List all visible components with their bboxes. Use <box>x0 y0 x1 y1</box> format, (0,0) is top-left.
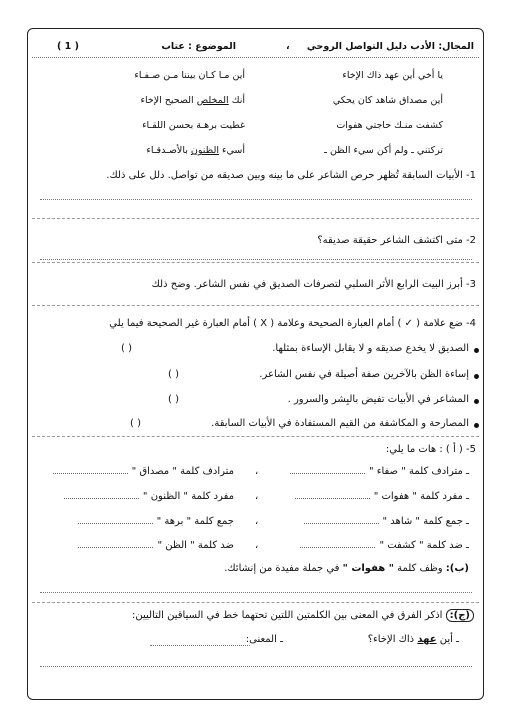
question-1: 1- الأبيات السابقة تُظهر حرص الشاعر على ما بينه وبين صديقه من تواصل. دلل على ذلك. <box>106 170 476 181</box>
poem-line-4-left: أسيء الظنون بالأصـدقـاء <box>146 145 245 156</box>
separator-4 <box>32 436 479 437</box>
meaning-answer-line[interactable] <box>150 645 250 646</box>
topic-label: الموضوع : عتاب <box>161 41 236 52</box>
domain-label: المجال: الأدب دليل التواصل الروحي <box>306 41 474 52</box>
answer-line-2[interactable] <box>40 259 472 260</box>
q5-answer-line[interactable] <box>78 547 153 548</box>
answer-line-c[interactable] <box>40 666 472 667</box>
poem-line-4-right: تركتني ـ ولم أكن سيء الظن ـ <box>324 145 443 156</box>
q5-answer-line[interactable] <box>53 473 128 474</box>
q5-answer-line[interactable] <box>64 498 139 499</box>
separator-1 <box>32 218 479 219</box>
bullet-1 <box>474 348 479 353</box>
underlined-word-ahd: عهد <box>417 634 437 645</box>
separator-3 <box>32 305 479 306</box>
poem-line-2-left: أنك المخلص الصحيح الإخاء <box>140 95 245 106</box>
statement-4: المصارحة و المكاشفة من القيم المستفادة في الأبيات السابقة. <box>211 418 469 429</box>
q5-row2-right: ـ مفرد كلمة " هفوات " <box>291 491 469 502</box>
question-4-title: 4- ضع علامة ( ✓ ) أمام العبارة الصحيحة وعلامة ( X ) أمام العبارة غير الصحيحة فيما يلي <box>109 318 476 329</box>
underlined-word-mukhlis: المخلص <box>196 95 229 106</box>
q5-row3-comma: ، <box>255 516 259 527</box>
poem-line-1-left: أين مـا كـان بيننا مـن صـفـاء <box>134 70 245 81</box>
q5-row2-left: مفرد كلمة " الظنون " <box>60 491 234 502</box>
q5-row4-comma: ، <box>255 540 259 551</box>
q5-part-b: (ب): وظف كلمة " هفوات " في جملة مفيدة من إنشائك. <box>224 563 469 574</box>
answer-line-1[interactable] <box>40 199 472 200</box>
q5-answer-line[interactable] <box>290 473 365 474</box>
poem-line-1-right: يا أخي أين عهد ذاك الإخاء <box>342 70 443 81</box>
q5-answer-line[interactable] <box>295 498 370 499</box>
q5-answer-line[interactable] <box>304 523 379 524</box>
page-number: ( 1 ) <box>57 41 79 52</box>
header-comma: ، <box>286 41 290 52</box>
question-3: 3- أبرز البيت الرابع الأثر السلبي لتصرفات الصديق في نفس الشاعر. وضح ذلك <box>151 279 476 290</box>
underlined-word-zunun: الظنون <box>190 145 219 156</box>
separator-2 <box>32 262 479 263</box>
bullet-2 <box>474 374 479 379</box>
answer-box-3[interactable]: ( ) <box>168 394 179 405</box>
q5-row4-right: ـ ضد كلمة " كشفت " <box>296 540 469 551</box>
answer-box-4[interactable]: ( ) <box>130 418 141 429</box>
statement-1: الصديق لا يخدع صديقه و لا يقابل الإساءة بمثلها. <box>272 343 469 354</box>
q5-row1-comma: ، <box>255 466 259 477</box>
q5-part-c-item: ـ أين عهد ذاك الإخاء؟ <box>367 634 459 645</box>
q5-row1-right: ـ مترادف كلمة " صفاء " <box>286 466 469 477</box>
q5-row3-left: جمع كلمة " برهة " <box>74 516 234 527</box>
bullet-4 <box>474 423 479 428</box>
answer-box-1[interactable]: ( ) <box>121 343 132 354</box>
question-2: 2- متى اكتشف الشاعر حقيقة صديقه؟ <box>317 235 476 246</box>
poem-line-2-right: أين مصداق شاهد كان يحكي <box>332 95 443 106</box>
separator-5 <box>32 602 479 603</box>
statement-2: إساءة الظن بالآخرين صفة أصيلة في نفس الشاعر. <box>259 369 469 380</box>
poem-line-3-left: غطيت برهـة بحسن اللقـاء <box>142 120 245 131</box>
statement-3: المشاعر في الأبيات تفيض بالبِشر والسرور . <box>287 394 469 405</box>
q5-answer-line[interactable] <box>78 523 153 524</box>
question-5-title: 5- ( أ ) : هات ما يلي: <box>385 444 476 455</box>
bullet-3 <box>474 399 479 404</box>
q5-part-c: (ج): اذكر الفرق في المعنى بين الكلمتين اللتين تحتهما خط في السياقين التاليين: <box>132 609 474 622</box>
q5-part-c-meaning: ـ المعنى: <box>245 634 283 645</box>
answer-box-2[interactable]: ( ) <box>168 369 179 380</box>
q5-row3-right: ـ جمع كلمة " شاهد " <box>300 516 469 527</box>
answer-line-b[interactable] <box>40 592 472 593</box>
poem-line-3-right: كشفت منـك حاجتي هفوات <box>336 120 443 131</box>
q5-row2-comma: ، <box>255 491 259 502</box>
q5-answer-line[interactable] <box>300 547 375 548</box>
q5-row1-left: مترادف كلمة " مصداق " <box>49 466 234 477</box>
q5-row4-left: ضد كلمة " الظن " <box>74 540 234 551</box>
header-underline <box>32 57 479 58</box>
